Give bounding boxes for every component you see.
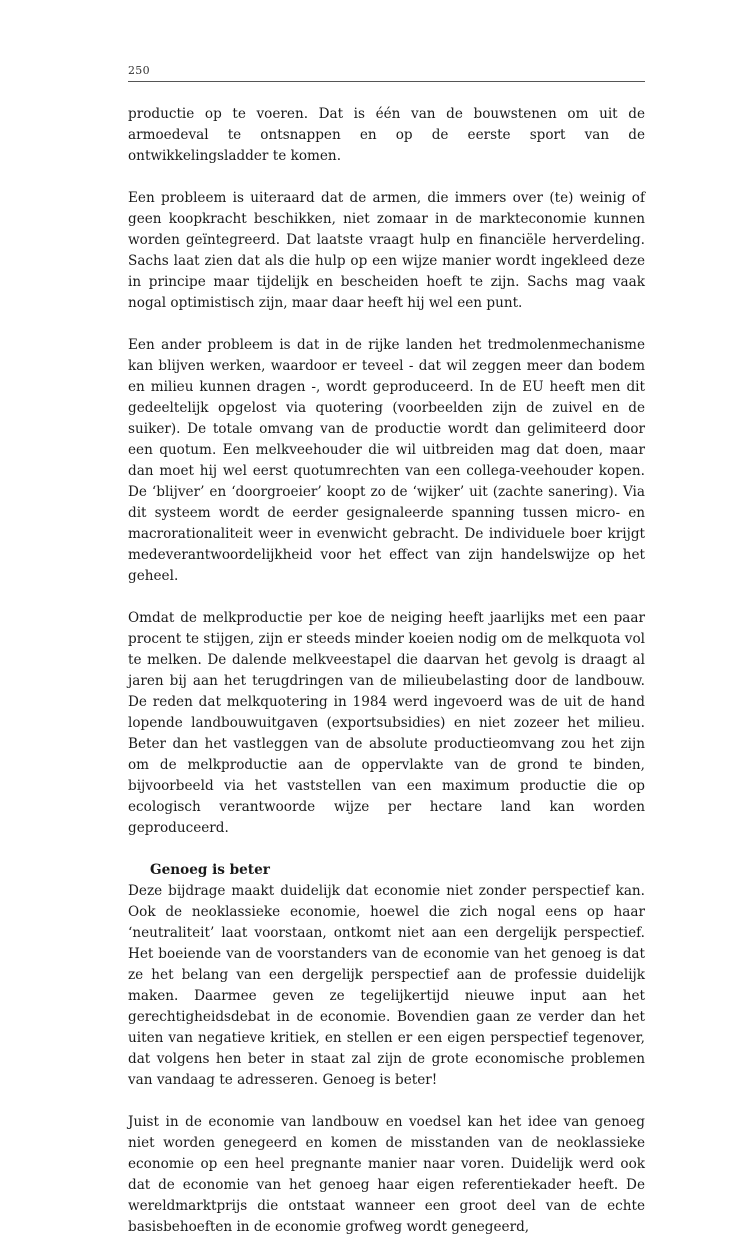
paragraph-3: Een ander probleem is dat in de rijke landen het tredmolenmechanisme kan blijven werken, waardoor er teveel - dat wil zeggen meer dan bodem en milieu kunnen dragen -, wordt geproduceerd. In de EU heeft men dit gedeeltelijk opgelost via quotering (voorbeelden zijn de zuivel en de suiker). De totale omvang van de productie wordt dan gelimiteerd door een quotum. Een melkveehouder die wil uitbreiden mag dat doen, maar dan moet hij wel eerst quotumrechten van een collega-veehouder kopen. De ‘blijver’ en ‘doorgroeier’ koopt zo de ‘wijker’ uit (zachte sanering). Via dit systeem wordt de eerder gesignaleerde spanning tussen micro- en macrorationaliteit weer in evenwicht gebracht. De individuele boer krijgt medeverantwoordelijkheid voor het effect van zijn handelswijze op het geheel.: [128, 337, 645, 584]
section-heading: Genoeg is beter: [150, 862, 270, 878]
header-rule: [128, 81, 645, 82]
page-body: [128, 104, 645, 1259]
paragraph-1: productie op te voeren. Dat is één van de bouwstenen om uit de armoedeval te ontsnappen en op de eerste sport van de ontwikkelingsladder te komen.: [128, 106, 645, 164]
section-paragraph-1: Deze bijdrage maakt duidelijk dat economie niet zonder perspectief kan. Ook de neoklassieke economie, hoewel die zich nogal eens op haar ‘neutraliteit’ laat voorstaan, ontkomt niet aan een dergelijk perspectief. Het boeiende van de voorstanders van de economie van het genoeg is dat ze het belang van een dergelijk perspectief aan de professie duidelijk maken. Daarmee geven ze tegelijkertijd nieuwe input aan het gerechtigheidsdebat in de economie. Bovendien gaan ze verder dan het uiten van negatieve kritiek, en stellen er een eigen perspectief tegenover, dat volgens hen beter in staat zal zijn de grote economische problemen van vandaag te adresseren. Genoeg is beter!: [128, 883, 645, 1088]
page-number: 250: [128, 64, 150, 77]
section-paragraph-2: Juist in de economie van landbouw en voedsel kan het idee van genoeg niet worden genegeerd en komen de misstanden van de neoklassieke economie op een heel pregnante manier naar voren. Duidelijk werd ook dat de economie van het genoeg haar eigen referentiekader heeft. De wereldmarktprijs die ontstaat wanneer een groot deel van de echte basisbehoeften in de economie grofweg wordt genegeerd,: [128, 1114, 645, 1235]
paragraph-4: Omdat de melkproductie per koe de neiging heeft jaarlijks met een paar procent te stijgen, zijn er steeds minder koeien nodig om de melkquota vol te melken. De dalende melkveestapel die daarvan het gevolg is draagt al jaren bij aan het terugdringen van de milieubelasting door de landbouw. De reden dat melkquotering in 1984 werd ingevoerd was de uit de hand lopende landbouwuitgaven (exportsubsidies) en niet zozeer het milieu. Beter dan het vastleggen van de absolute productieomvang zou het zijn om de melkproductie aan de oppervlakte van de grond te binden, bijvoorbeeld via het vaststellen van een maximum productie die op ecologisch verantwoorde wijze per hectare land kan worden geproduceerd.: [128, 610, 645, 836]
paragraph-2: Een probleem is uiteraard dat de armen, die immers over (te) weinig of geen koopkracht beschikken, niet zomaar in de markteconomie kunnen worden geïntegreerd. Dat laatste vraagt hulp en financiële herverdeling. Sachs laat zien dat als die hulp op een wijze manier wordt ingekleed deze in principe maar tijdelijk en bescheiden hoeft te zijn. Sachs mag vaak nogal optimistisch zijn, maar daar heeft hij wel een punt.: [128, 190, 645, 311]
